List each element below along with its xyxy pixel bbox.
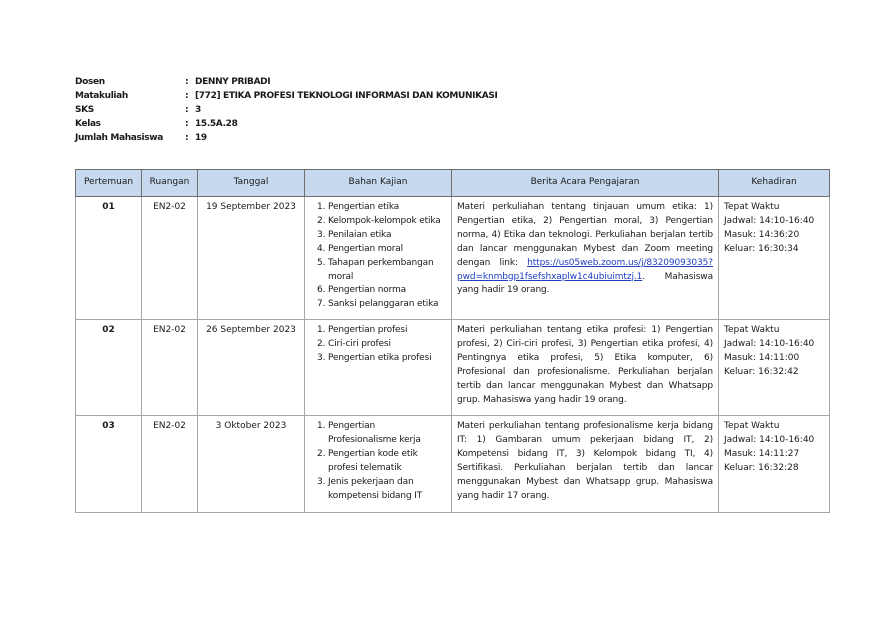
attendance-table: [75, 169, 830, 513]
header-kehadiran: Kehadiran: [719, 170, 830, 197]
tanggal-cell: 26 September 2023: [198, 320, 305, 416]
info-value: 15.5A.28: [195, 119, 238, 129]
topic-item: 4. Pengertian moral: [328, 243, 446, 257]
tanggal-cell: 19 September 2023: [198, 197, 305, 320]
attendance-schedule: Jadwal: 14:10-16:40: [724, 434, 815, 445]
info-value: 3: [195, 105, 201, 115]
info-value: [772] ETIKA PROFESI TEKNOLOGI INFORMASI DAN KOMUNIKASI: [195, 91, 498, 101]
header-tanggal: Tanggal: [198, 170, 305, 197]
info-colon: :: [185, 133, 189, 143]
course-info: [75, 75, 498, 145]
pertemuan-cell: 03: [76, 416, 142, 513]
info-value: DENNY PRIBADI: [195, 77, 271, 87]
attendance-status: Tepat Waktu: [724, 325, 780, 335]
bahan-kajian-cell: [305, 416, 452, 513]
topic-item: 7. Sanksi pelanggaran etika: [328, 298, 446, 312]
info-label: Kelas: [75, 119, 101, 129]
info-value: 19: [195, 133, 207, 143]
header-pertemuan: Pertemuan: [76, 170, 142, 197]
info-colon: :: [185, 119, 189, 129]
topic-item: 2. Pengertian kode etik profesi telematik: [328, 448, 446, 476]
header-berita-acara: Berita Acara Pengajaran: [452, 170, 719, 197]
kehadiran-cell: [719, 320, 830, 416]
topic-item: 5. Tahapan perkembangan moral: [328, 257, 446, 285]
topic-item: 2. Kelompok-kelompok etika: [328, 215, 446, 229]
berita-text: Materi perkuliahan tentang etika profesi: 1) Pengertian profesi, 2) Ciri-ciri profesi, 3) Pengertian etika profesi, 4) Pentingnya etika profesi, 5) Etika komputer, 6) Profesional dan profesionalisme. Perkuliahan berjalan tertib dan lancar menggunakan Mybest dan Whatsapp grup. Mahasiswa yang hadir 19 orang.: [457, 325, 713, 405]
topic-item: 1. Pengertian Profesionalisme kerja: [328, 420, 446, 448]
info-row-kelas: [75, 117, 498, 131]
ruangan-cell: EN2-02: [142, 197, 198, 320]
pertemuan-cell: 02: [76, 320, 142, 416]
table-row: [76, 320, 830, 416]
berita-acara-cell: [452, 320, 719, 416]
info-label: Jumlah Mahasiswa: [75, 133, 163, 143]
info-label: Dosen: [75, 77, 105, 87]
info-colon: :: [185, 77, 189, 87]
header-bahan-kajian: Bahan Kajian: [305, 170, 452, 197]
info-row-matakuliah: [75, 89, 498, 103]
topic-list: [310, 420, 446, 503]
kehadiran-cell: [719, 197, 830, 320]
header-ruangan: Ruangan: [142, 170, 198, 197]
ruangan-cell: EN2-02: [142, 320, 198, 416]
zoom-meeting-link[interactable]: https://us05web.zoom.us/j/83209093035?pwd=knmbgp1fsefshxaplw1c4ubiuimtzj.1: [457, 257, 713, 282]
info-label: Matakuliah: [75, 91, 128, 101]
topic-item: 1. Pengertian etika: [328, 201, 446, 215]
info-row-sks: [75, 103, 498, 117]
berita-text: Materi perkuliahan tentang profesionalisme kerja bidang IT: 1) Gambaran umum pekerjaan bidang IT, 2) Kompetensi bidang IT, 3) Kelompok bidang TI, 4) Sertifikasi. Perkuliahan berjalan tertib dan lancar menggunakan Mybest dan Whatsapp grup. Mahasiswa yang hadir 17 orang.: [457, 421, 713, 501]
attendance-checkout: Keluar: 16:32:42: [724, 366, 799, 377]
berita-acara-cell: [452, 197, 719, 320]
attendance-checkin: Masuk: 14:11:27: [724, 448, 800, 459]
topic-item: 2. Ciri-ciri profesi: [328, 338, 446, 352]
bahan-kajian-cell: [305, 320, 452, 416]
attendance-status: Tepat Waktu: [724, 202, 780, 212]
attendance-checkin: Masuk: 14:11:00: [724, 352, 800, 363]
berita-acara-cell: [452, 416, 719, 513]
attendance-checkin: Masuk: 14:36:20: [724, 229, 800, 240]
attendance-status: Tepat Waktu: [724, 421, 780, 431]
topic-item: 6. Pengertian norma: [328, 284, 446, 298]
info-colon: :: [185, 91, 189, 101]
berita-text-end: . Mahasiswa yang hadir 19 orang.: [457, 271, 713, 296]
bahan-kajian-cell: [305, 197, 452, 320]
topic-item: 3. Jenis pekerjaan dan kompetensi bidang IT: [328, 476, 446, 504]
pertemuan-cell: 01: [76, 197, 142, 320]
info-row-dosen: [75, 75, 498, 89]
attendance-schedule: Jadwal: 14:10-16:40: [724, 215, 815, 226]
info-colon: :: [185, 105, 189, 115]
info-row-jumlah-mahasiswa: [75, 131, 498, 145]
ruangan-cell: EN2-02: [142, 416, 198, 513]
attendance-checkout: Keluar: 16:32:28: [724, 462, 799, 473]
attendance-checkout: Keluar: 16:30:34: [724, 243, 799, 254]
topic-list: [310, 324, 446, 366]
topic-item: 3. Pengertian etika profesi: [328, 352, 446, 366]
topic-list: [310, 201, 446, 312]
kehadiran-cell: [719, 416, 830, 513]
table-header-row: [76, 170, 830, 197]
info-label: SKS: [75, 105, 94, 115]
topic-item: 1. Pengertian profesi: [328, 324, 446, 338]
topic-item: 3. Penilaian etika: [328, 229, 446, 243]
table-row: [76, 416, 830, 513]
table-row: [76, 197, 830, 320]
berita-text: Materi perkuliahan tentang tinjauan umum etika: 1) Pengertian etika, 2) Pengertian moral, 3) Pengertian norma, 4) Etika dan teknologi. Perkuliahan berjalan tertib dan lancar menggunakan Mybest dan Zoom meeting dengan link:: [457, 202, 713, 268]
attendance-schedule: Jadwal: 14:10-16:40: [724, 338, 815, 349]
tanggal-cell: 3 Oktober 2023: [198, 416, 305, 513]
